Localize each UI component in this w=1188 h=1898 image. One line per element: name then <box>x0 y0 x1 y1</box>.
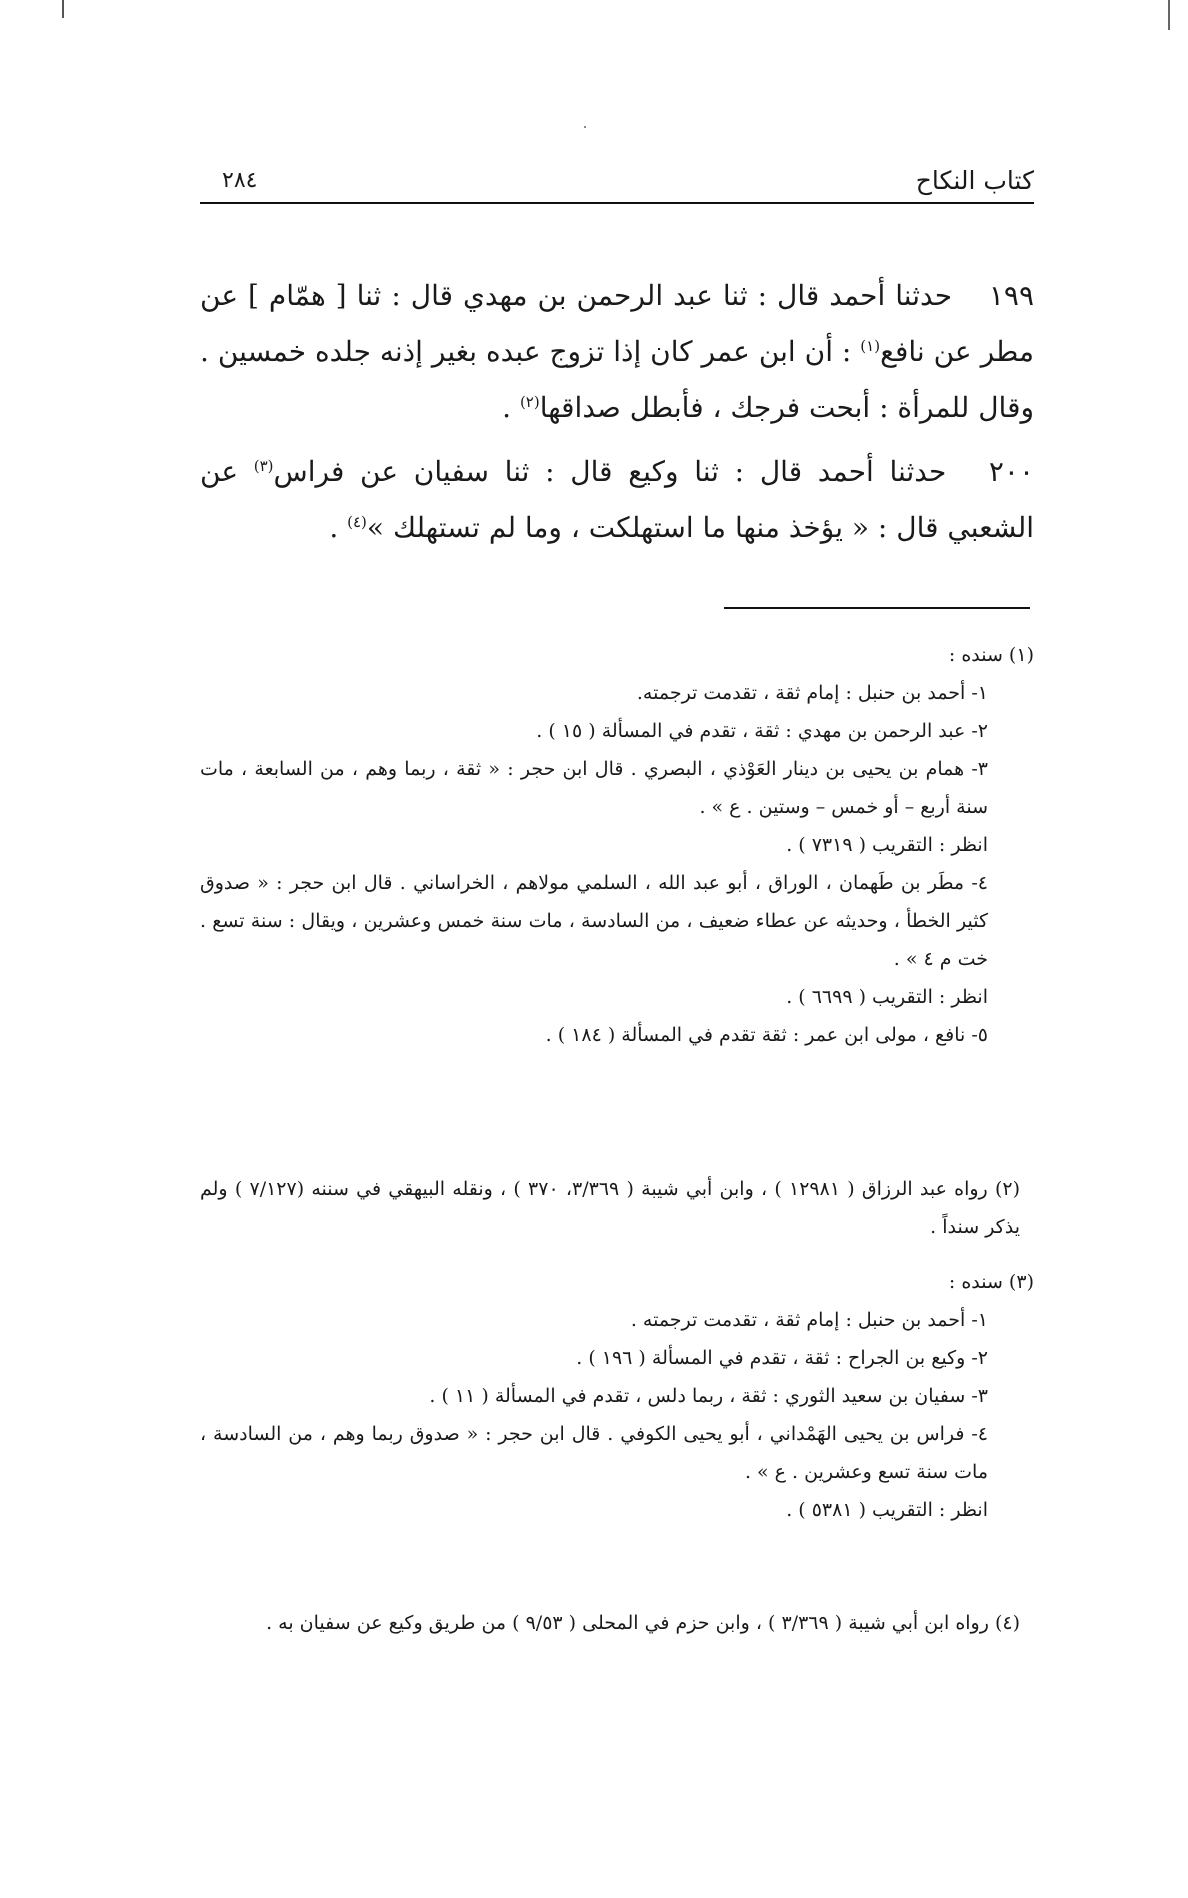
narrator-entry: ٥- نافع ، مولى ابن عمر : ثقة تقدم في المسألة ( ١٨٤ ) . <box>545 1024 988 1046</box>
footnote-separator <box>724 607 1030 609</box>
scan-edge-mark <box>62 0 64 18</box>
hadith-text: حدثنا أحمد قال : ثنا وكيع قال : ثنا سفيان عن فراس <box>273 455 947 488</box>
footnote-1 <box>200 636 1034 1054</box>
footnote-ref: (٣) <box>253 457 274 475</box>
narrator-entry: ١- أحمد بن حنبل : إمام ثقة ، تقدمت ترجمته. <box>636 682 988 704</box>
footnote-2 <box>200 1170 1034 1246</box>
narrator-entry: ٤- مطَر بن طَهمان ، الوراق ، أبو عبد الله ، السلمي مولاهم ، الخراساني . قال ابن حجر : « صدوق كثير الخطأ ، وحديثه عن عطاء ضعيف ، من السادسة ، مات سنة خمس وعشرين ، ويقال : سنة تسع . خت م ٤ » . <box>200 872 988 970</box>
hadith-entry <box>200 444 1034 556</box>
footnote-text: (٢) رواه عبد الرزاق ( ١٢٩٨١ ) ، وابن أبي شيبة ( ٣/٣٦٩، ٣٧٠ ) ، ونقله البيهقي في سننه (٧/١٢٧ ) ولم يذكر سنداً . <box>200 1178 1020 1238</box>
hadith-entry <box>200 268 1034 436</box>
footnote-heading: (١) سنده : <box>948 644 1034 666</box>
footnote-ref: (١) <box>860 337 881 355</box>
narrator-entry: ٢- عبد الرحمن بن مهدي : ثقة ، تقدم في المسألة ( ١٥ ) . <box>536 720 988 742</box>
hadith-text: : أن ابن عمر كان إذا تزوج عبده بغير إذنه جلده خمسين . وقال للمرأة : أبحت فرجك ، فأبطل صداقها <box>200 335 1034 424</box>
narrator-entry: ٤- فراس بن يحيى الهَمْداني ، أبو يحيى الكوفي . قال ابن حجر : « صدوق ربما وهم ، من السادسة ، مات سنة تسع وعشرين . ع » . <box>200 1423 988 1483</box>
hadith-number: ١٩٩ <box>988 279 1034 312</box>
footnote-text: (٤) رواه ابن أبي شيبة ( ٣/٣٦٩ ) ، وابن حزم في المحلى ( ٩/٥٣ ) من طريق وكيع عن سفيان به . <box>266 1612 1020 1634</box>
hadith-text: حدثنا أحمد قال : ثنا عبد الرحمن بن مهدي قال : ثنا [ همّام ] عن مطر عن نافع <box>200 279 1034 368</box>
hadith-number: ٢٠٠ <box>988 455 1034 488</box>
reference-line: انظر : التقريب ( ٦٦٩٩ ) . <box>786 986 988 1008</box>
reference-line: انظر : التقريب ( ٧٣١٩ ) . <box>786 834 988 856</box>
narrator-entry: ٣- سفيان بن سعيد الثوري : ثقة ، ربما دلس ، تقدم في المسألة ( ١١ ) . <box>429 1385 988 1407</box>
running-header <box>200 166 1034 202</box>
footnote-ref: (٢) <box>519 393 540 411</box>
narrator-entry: ١- أحمد بن حنبل : إمام ثقة ، تقدمت ترجمته . <box>630 1309 988 1331</box>
footnote-4 <box>200 1604 1034 1642</box>
scan-speck <box>584 126 586 128</box>
scan-edge-mark <box>1168 0 1170 30</box>
book-title: كتاب النكاح <box>915 166 1034 195</box>
sentence-end: . <box>329 511 339 544</box>
narrator-entry: ٣- همام بن يحيى بن دينار العَوْذي ، البصري . قال ابن حجر : « ثقة ، ربما وهم ، من السابعة ، مات سنة أربع – أو خمس – وستين . ع » . <box>200 758 988 818</box>
narrator-entry: ٢- وكيع بن الجراح : ثقة ، تقدم في المسألة ( ١٩٦ ) . <box>576 1347 988 1369</box>
page-number: ٢٨٤ <box>222 168 258 193</box>
footnote-3 <box>200 1263 1034 1529</box>
hadith-text: عن الشعبي قال : « يؤخذ منها ما استهلكت ، وما لم تستهلك » <box>200 455 1034 544</box>
footnote-ref: (٤) <box>347 513 367 531</box>
reference-line: انظر : التقريب ( ٥٣٨١ ) . <box>786 1499 988 1521</box>
footnote-heading: (٣) سنده : <box>948 1271 1034 1293</box>
sentence-end: . <box>502 391 512 424</box>
header-rule <box>200 202 1034 204</box>
